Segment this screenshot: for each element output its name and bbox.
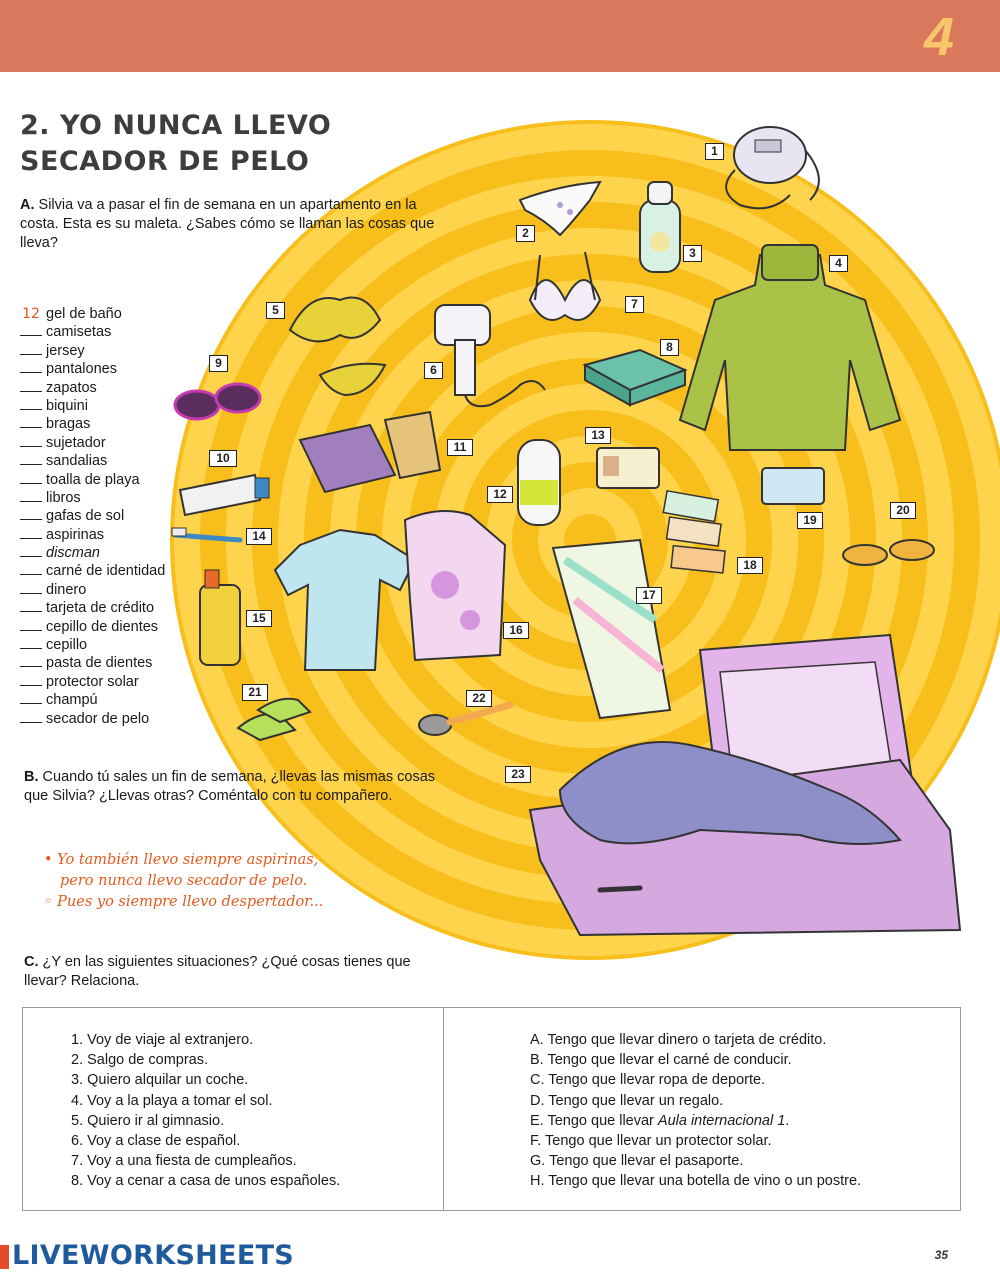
answer-blank[interactable]: 12 bbox=[22, 306, 40, 322]
title-line-1: 2. YO NUNCA LLEVO bbox=[20, 110, 332, 141]
vocab-word: gel de baño bbox=[46, 306, 122, 322]
bra-icon bbox=[530, 252, 600, 320]
vocab-word: aspirinas bbox=[46, 526, 105, 543]
item-number-2: 2 bbox=[516, 225, 535, 242]
vocab-word: champú bbox=[46, 692, 98, 709]
vocab-word: gafas de sol bbox=[46, 508, 125, 525]
vocab-word: discman bbox=[46, 545, 100, 562]
shampoo-bottle-icon bbox=[640, 182, 680, 272]
liveworksheets-logo-mark bbox=[0, 1245, 9, 1269]
books-icon bbox=[300, 412, 440, 492]
situation-item: 7. Voy a una fiesta de cumpleaños. bbox=[71, 1153, 297, 1170]
vocab-word: biquini bbox=[46, 397, 88, 414]
item-number-14: 14 bbox=[246, 528, 272, 545]
credit-card-icon bbox=[762, 468, 824, 504]
liveworksheets-logo[interactable]: LIVEWORKSHEETS bbox=[12, 1240, 295, 1271]
money-icon bbox=[663, 491, 725, 573]
id-card-icon bbox=[597, 448, 659, 488]
need-item: H. Tengo que llevar una botella de vino o un postre. bbox=[530, 1173, 862, 1190]
vocab-word: carné de identidad bbox=[46, 563, 166, 580]
need-item bbox=[530, 1111, 861, 1131]
need-item: D. Tengo que llevar un regalo. bbox=[530, 1092, 724, 1109]
item-number-20: 20 bbox=[890, 502, 916, 519]
book-title: Aula internacional 1 bbox=[657, 1112, 786, 1129]
vocab-word: jersey bbox=[46, 342, 85, 359]
discman-icon bbox=[726, 127, 819, 208]
aspirin-box-icon bbox=[585, 350, 685, 405]
vocab-word: zapatos bbox=[46, 379, 97, 396]
item-number-23: 23 bbox=[505, 766, 531, 783]
need-item: B. Tengo que llevar el carné de conducir. bbox=[530, 1052, 792, 1069]
item-number-4: 4 bbox=[829, 255, 848, 272]
vocab-word: libros bbox=[46, 489, 81, 506]
item-number-22: 22 bbox=[466, 690, 492, 707]
item-number-18: 18 bbox=[737, 557, 763, 574]
vocab-word: sandalias bbox=[46, 453, 108, 470]
beach-towel-icon bbox=[553, 540, 670, 718]
vocab-word: pantalones bbox=[46, 361, 117, 378]
section-b-text: Cuando tú sales un fin de semana, ¿llevas las mismas cosas que Silvia? ¿Llevas otras? Coméntalo con tu compañero. bbox=[24, 769, 436, 804]
item-number-12: 12 bbox=[487, 486, 513, 503]
toothbrush-icon bbox=[172, 528, 240, 540]
vocab-word: camisetas bbox=[46, 324, 112, 341]
situation-item: 6. Voy a clase de español. bbox=[71, 1132, 241, 1149]
example-line-3: ◦ Pues yo siempre llevo despertador... bbox=[44, 894, 324, 910]
item-number-15: 15 bbox=[246, 610, 272, 627]
title-line-2: SECADOR DE PELO bbox=[20, 146, 310, 177]
matching-table bbox=[22, 1007, 961, 1211]
vocab-word: toalla de playa bbox=[46, 471, 140, 488]
needs-list bbox=[530, 1030, 861, 1192]
situations-list bbox=[71, 1030, 340, 1192]
vocab-word: tarjeta de crédito bbox=[46, 600, 155, 617]
section-c-letter: C. bbox=[24, 954, 39, 970]
item-number-8: 8 bbox=[660, 339, 679, 356]
need-item-end: . bbox=[785, 1112, 790, 1129]
vocab-word: pasta de dientes bbox=[46, 655, 153, 672]
situation-item: 8. Voy a cenar a casa de unos españoles. bbox=[71, 1173, 341, 1190]
vocab-word: dinero bbox=[46, 581, 87, 598]
vocab-word: cepillo de dientes bbox=[46, 618, 159, 635]
need-item-text: E. Tengo que llevar bbox=[530, 1112, 658, 1129]
situation-item: 5. Quiero ir al gimnasio. bbox=[71, 1112, 225, 1129]
example-line-1: • Yo también llevo siempre aspirinas, bbox=[44, 852, 319, 868]
section-b-instructions bbox=[24, 768, 444, 806]
item-number-17: 17 bbox=[636, 587, 662, 604]
situation-item: 3. Quiero alquilar un coche. bbox=[71, 1072, 249, 1089]
section-a-letter: A. bbox=[20, 197, 35, 213]
example-dialogue bbox=[44, 850, 323, 913]
need-item: A. Tengo que llevar dinero o tarjeta de crédito. bbox=[530, 1032, 827, 1048]
example-line-2: pero nunca llevo secador de pelo. bbox=[60, 873, 308, 889]
sunscreen-icon bbox=[200, 570, 240, 665]
item-number-19: 19 bbox=[797, 512, 823, 529]
page-number: 35 bbox=[934, 1248, 948, 1262]
vocab-word: secador de pelo bbox=[46, 710, 150, 727]
hairbrush-icon bbox=[419, 705, 510, 735]
vocab-word: bragas bbox=[46, 416, 91, 433]
need-item: F. Tengo que llevar un protector solar. bbox=[530, 1132, 772, 1149]
vocab-word: protector solar bbox=[46, 673, 139, 690]
item-number-7: 7 bbox=[625, 296, 644, 313]
item-number-5: 5 bbox=[266, 302, 285, 319]
item-number-9: 9 bbox=[209, 355, 228, 372]
section-c-instructions bbox=[24, 953, 444, 991]
item-number-6: 6 bbox=[424, 362, 443, 379]
matching-divider bbox=[443, 1008, 444, 1210]
shower-gel-icon bbox=[518, 440, 560, 525]
sunglasses-icon bbox=[175, 384, 260, 419]
item-number-3: 3 bbox=[683, 245, 702, 262]
sweater-icon bbox=[680, 245, 900, 450]
need-item: C. Tengo que llevar ropa de deporte. bbox=[530, 1072, 766, 1089]
need-item: G. Tengo que llevar el pasaporte. bbox=[530, 1153, 744, 1170]
toothpaste-icon bbox=[180, 475, 269, 515]
item-number-16: 16 bbox=[503, 622, 529, 639]
situation-item: 4. Voy a la playa a tomar el sol. bbox=[71, 1092, 273, 1109]
section-b-letter: B. bbox=[24, 769, 39, 785]
tshirts-icon bbox=[275, 511, 505, 670]
item-number-1: 1 bbox=[705, 143, 724, 160]
situation-item: 1. Voy de viaje al extranjero. bbox=[71, 1032, 254, 1048]
situation-item: 2. Salgo de compras. bbox=[71, 1052, 209, 1069]
hair-dryer-icon bbox=[435, 305, 545, 406]
item-number-10: 10 bbox=[209, 450, 237, 467]
item-number-11: 11 bbox=[447, 439, 473, 456]
item-number-13: 13 bbox=[585, 427, 611, 444]
section-c-text: ¿Y en las siguientes situaciones? ¿Qué cosas tienes que llevar? Relaciona. bbox=[24, 954, 411, 989]
sandals-icon bbox=[843, 540, 934, 565]
item-number-21: 21 bbox=[242, 684, 268, 701]
bikini-icon bbox=[290, 298, 385, 396]
shoes-icon bbox=[238, 699, 310, 740]
vocab-word: sujetador bbox=[46, 434, 106, 451]
section-a-text: Silvia va a pasar el fin de semana en un apartamento en la costa. Esta es su maleta. ¿Sabes cómo se llaman las cosas que lleva? bbox=[20, 197, 435, 251]
vocab-word: cepillo bbox=[46, 637, 88, 654]
unit-number: 4 bbox=[923, 7, 954, 67]
